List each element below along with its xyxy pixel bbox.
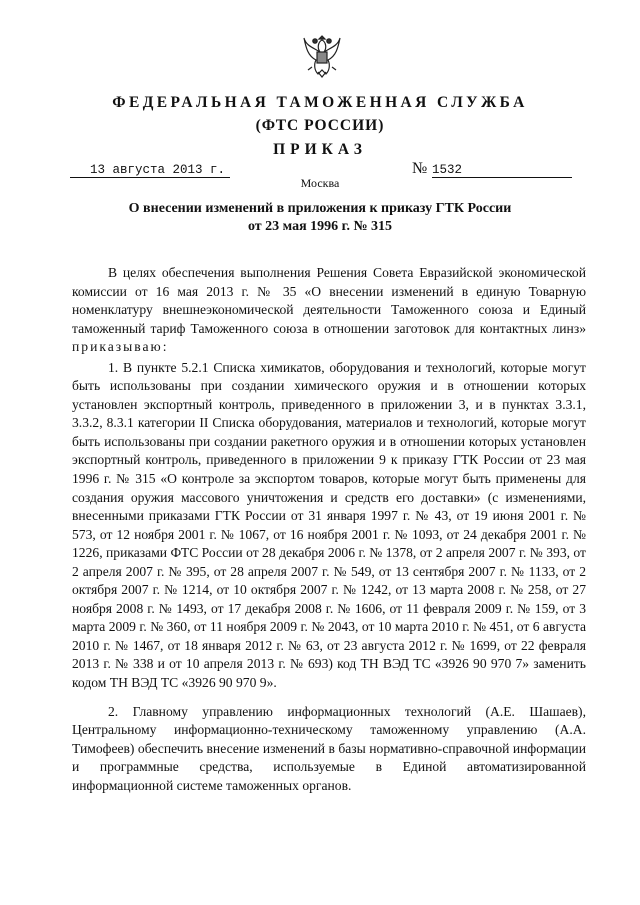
order-number: 1532 bbox=[432, 163, 572, 178]
city: Москва bbox=[300, 176, 340, 190]
order-subject bbox=[0, 200, 640, 236]
organization-short-name: (ФТС РОССИИ) bbox=[255, 117, 385, 134]
preamble-paragraph bbox=[72, 264, 586, 357]
document-type-title: ПРИКАЗ bbox=[273, 141, 367, 158]
number-sign: № bbox=[412, 160, 428, 177]
order-word: приказываю: bbox=[72, 339, 169, 355]
item-2-paragraph: 2. Главному управлению информационных технологий (А.Е. Шашаев), Центральному информационно-техническому таможенному управлению (А.А. Тимофеев) обеспечить внесение изменений в базы нормативно-справочной информации и программные средства, используемые в Единой автоматизированной информационной системе таможенных органов. bbox=[72, 703, 586, 793]
subject-line-2: от 23 мая 1996 г. № 315 bbox=[247, 219, 393, 234]
order-date: 13 августа 2013 г. bbox=[70, 163, 230, 178]
order-body bbox=[72, 264, 586, 795]
preamble-text: В целях обеспечения выполнения Решения Совета Евразийской экономической комиссии от 16 мая 2013 г. № 35 «О внесении изменений в единую Товарную номенклатуру внешнеэкономической деятельности Таможенного союза и Единый таможенный тариф Таможенного союза в отношении заготовок для контактных линз» bbox=[72, 265, 586, 336]
item-1-paragraph: 1. В пункте 5.2.1 Списка химикатов, оборудования и технологий, которые могут быть использованы при создании химического оружия и в отношении которых установлен экспортный контроль, приведенного в приложении 3, и в пунктах 3.3.1, 3.3.2, 8.3.1 категории II Списка оборудования, материалов и технологий, которые могут быть использованы при создании ракетного оружия и в отношении которых установлен экспортный контроль, приведенного в приложении 9 к приказу ГТК России от 23 мая 1996 г. № 315 «О контроле за экспортом товаров, которые могут быть применены для создания оружия массового уничтожения и средств его доставки» (с изменениями, внесенными приказами ГТК России от 31 января 1997 г. № 43, от 19 июня 2001 г. № 573, от 12 ноября 2001 г. № 1067, от 16 ноября 2001 г. № 1093, от 24 декабря 2001 г. № 1226, приказами ФТС России от 28 декабря 2006 г. № 1378, от 2 апреля 2007 г. № 393, от 2 апреля 2007 г. № 395, от 28 апреля 2007 г. № 549, от 13 сентября 2007 г. № 1133, от 2 октября 2007 г. № 1214, от 10 октября 2007 г. № 1242, от 13 марта 2008 г. № 258, от 27 ноября 2008 г. № 1493, от 17 декабря 2008 г. № 1606, от 11 февраля 2009 г. № 159, от 3 марта 2009 г. № 360, от 11 ноября 2009 г. № 2043, от 10 марта 2010 г. № 451, от 6 августа 2010 г. № 1467, от 18 января 2012 г. № 63, от 23 августа 2012 г. № 1699, от 22 февраля 2013 г. № 338 и от 10 апреля 2013 г. № 693) код ТН ВЭД ТС «3926 90 970 7» заменить кодом ТН ВЭД ТС «3926 90 970 9». bbox=[72, 359, 586, 691]
coat-of-arms-icon bbox=[302, 30, 342, 80]
subject-line-1: О внесении изменений в приложения к приказу ГТК России bbox=[128, 201, 512, 216]
organization-name: ФЕДЕРАЛЬНАЯ ТАМОЖЕННАЯ СЛУЖБА bbox=[112, 94, 528, 111]
